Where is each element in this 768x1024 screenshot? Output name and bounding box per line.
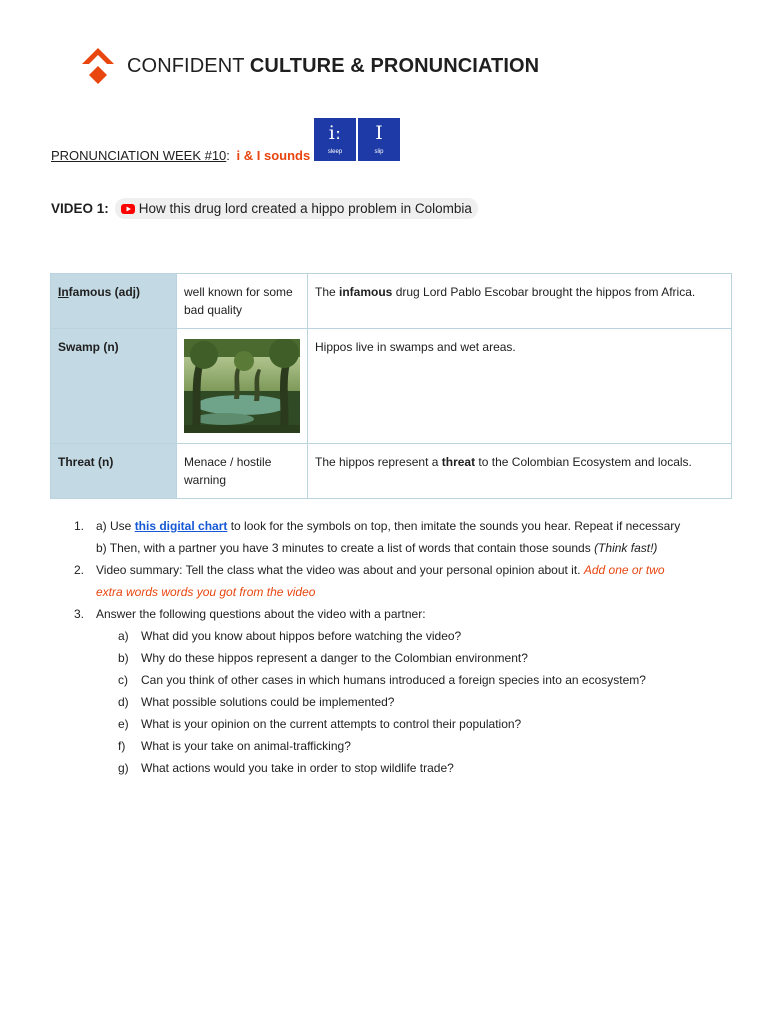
- vocab-example: [308, 274, 732, 329]
- question-item: [74, 691, 684, 713]
- task-item-1: [74, 515, 684, 559]
- question-text: What is your take on animal-trafficking?: [141, 739, 351, 753]
- question-text: What did you know about hippos before watching the video?: [141, 629, 462, 643]
- swamp-image: [184, 339, 300, 433]
- term-rest: famous (adj): [68, 285, 141, 299]
- vocabulary-table: [50, 273, 732, 499]
- table-row: [51, 444, 732, 499]
- vocab-definition: well known for some bad quality: [177, 274, 308, 329]
- vocab-term: Threat (n): [51, 444, 177, 499]
- orange-diamond-logo-icon: [80, 46, 116, 86]
- task-text: b) Then, with a partner you have 3 minutes to create a list of words that contain those sounds: [96, 541, 595, 555]
- table-row: [51, 274, 732, 329]
- video-title: How this drug lord created a hippo problem in Colombia: [138, 201, 472, 216]
- vocab-term: [51, 274, 177, 329]
- symbol-card-long-i: [314, 118, 356, 161]
- example-bold: infamous: [339, 285, 393, 299]
- question-text: What is your opinion on the current attempts to control their population?: [141, 717, 522, 731]
- question-text: Why do these hippos represent a danger to the Colombian environment?: [141, 651, 528, 665]
- question-letter: d): [118, 695, 129, 709]
- task-number: 3.: [74, 607, 85, 621]
- video-link-chip[interactable]: [115, 198, 478, 219]
- task-2-text: [96, 559, 684, 603]
- vocab-example: [308, 444, 732, 499]
- question-letter: a): [118, 629, 129, 643]
- video-label: VIDEO 1:: [51, 201, 109, 216]
- example-text: to the Colombian Ecosystem and locals.: [475, 455, 692, 469]
- question-text: What actions would you take in order to stop wildlife trade?: [141, 761, 454, 775]
- symbol-ipa: I: [375, 122, 383, 144]
- task-1b: [96, 537, 684, 559]
- digital-chart-link[interactable]: this digital chart: [134, 519, 228, 533]
- question-letter: b): [118, 651, 129, 665]
- example-text: The: [315, 285, 340, 299]
- example-text: The hippos represent a: [315, 455, 442, 469]
- question-item: [74, 735, 684, 757]
- task-1a: [96, 515, 684, 537]
- term-underlined: In: [58, 285, 69, 299]
- question-item: [74, 757, 684, 779]
- video-row: [51, 198, 478, 219]
- example-text: drug Lord Pablo Escobar brought the hippos from Africa.: [392, 285, 696, 299]
- example-bold: threat: [441, 455, 476, 469]
- task-text: to look for the symbols on top, then imitate the sounds you hear. Repeat if necessary: [227, 519, 681, 533]
- symbol-ipa: iː: [328, 122, 342, 144]
- table-row: [51, 329, 732, 444]
- task-italic: (Think fast!): [594, 541, 658, 555]
- vocab-definition: Menace / hostile warning: [177, 444, 308, 499]
- question-letter: c): [118, 673, 128, 687]
- task-highlight: Add one or two extra words words you got from the video: [96, 563, 665, 599]
- question-letter: f): [118, 739, 126, 753]
- pronunciation-sounds: i & I sounds: [236, 148, 311, 163]
- task-number: 2.: [74, 563, 85, 577]
- task-text: Video summary: Tell the class what the video was about and your personal opinion about it.: [96, 563, 584, 577]
- question-letter: g): [118, 761, 129, 775]
- brand-title: [127, 55, 539, 78]
- brand-bold: CULTURE & PRONUNCIATION: [249, 54, 540, 77]
- task-item-3: [74, 603, 684, 625]
- task-number: 1.: [74, 519, 85, 533]
- symbol-word: slip: [374, 149, 384, 155]
- question-item: [74, 669, 684, 691]
- question-item: [74, 713, 684, 735]
- question-text: What possible solutions could be implemented?: [141, 695, 395, 709]
- header: [80, 46, 539, 86]
- brand-light: CONFIDENT: [127, 54, 245, 77]
- vocab-image-cell: [177, 329, 308, 444]
- question-text: Can you think of other cases in which humans introduced a foreign species into an ecosystem?: [141, 673, 646, 687]
- symbol-card-short-i: [358, 118, 400, 161]
- pronunciation-colon: :: [226, 148, 230, 163]
- vocab-example: Hippos live in swamps and wet areas.: [308, 329, 732, 444]
- task-item-2: [74, 559, 684, 603]
- question-letter: e): [118, 717, 129, 731]
- youtube-icon: [121, 204, 135, 214]
- vocab-term: Swamp (n): [51, 329, 177, 444]
- task-list: [74, 515, 684, 779]
- task-text: a) Use: [96, 519, 135, 533]
- pronunciation-week: PRONUNCIATION WEEK #10: [51, 148, 227, 163]
- pronunciation-row: [51, 118, 451, 162]
- pronunciation-label: [51, 148, 310, 163]
- question-item: [74, 647, 684, 669]
- task-3-text: Answer the following questions about the video with a partner:: [96, 607, 426, 621]
- symbol-word: sleep: [327, 149, 343, 155]
- question-item: [74, 625, 684, 647]
